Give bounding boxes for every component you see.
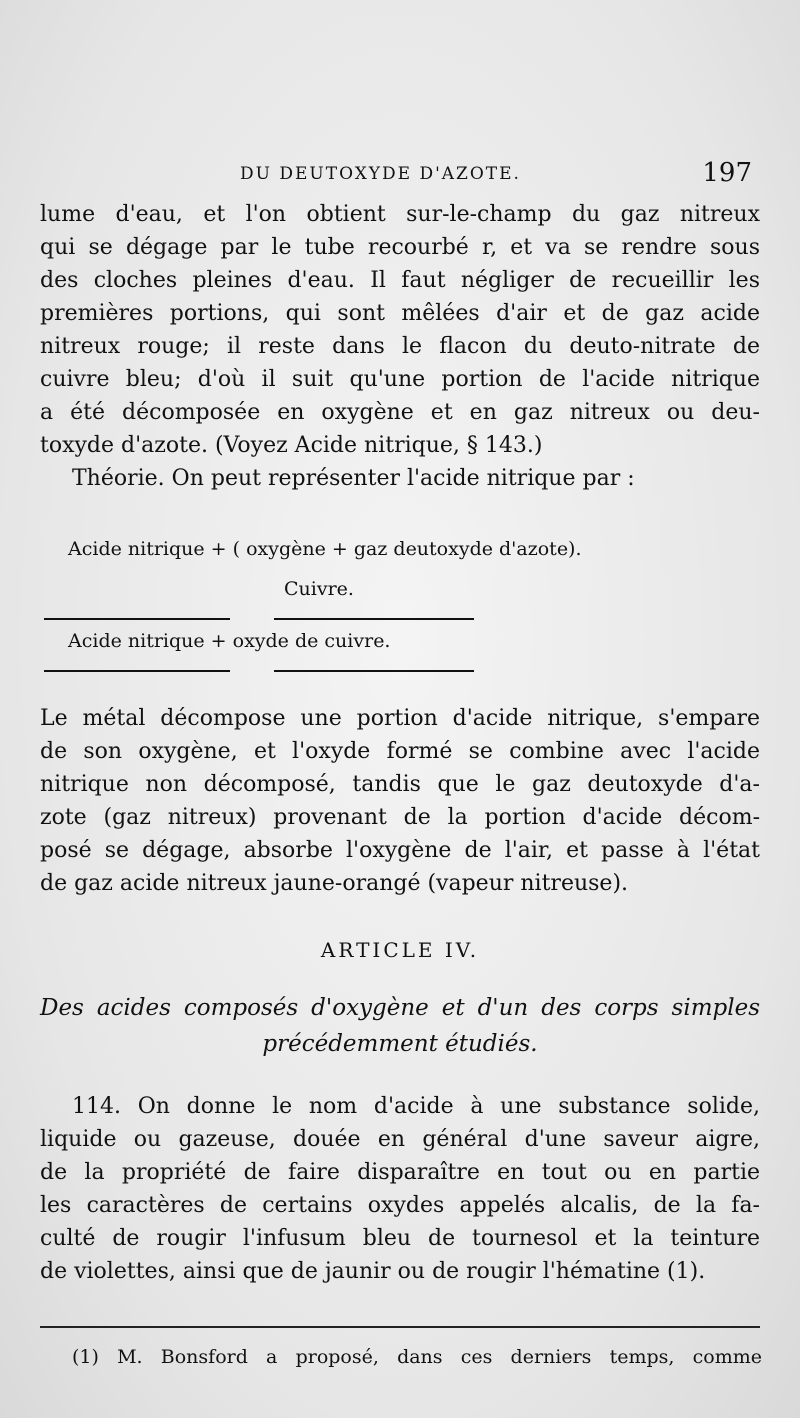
text-line: toxyde d'azote. (Voyez Acide nitrique, § 143.) xyxy=(40,433,543,458)
equation-rule-left xyxy=(44,618,230,620)
page-header xyxy=(40,158,760,198)
text-line: liquide ou gazeuse, douée en général d'une saveur aigre, xyxy=(40,1127,760,1152)
text-line: Le métal décompose une portion d'acide nitrique, s'empare xyxy=(40,706,760,731)
text-line: posé se dégage, absorbe l'oxygène de l'air, et passe à l'état xyxy=(40,838,760,863)
text-line: de la propriété de faire disparaître en tout ou en partie xyxy=(40,1160,760,1185)
equation-reactants: Acide nitrique + ( oxygène + gaz deutoxyde d'azote). xyxy=(68,538,582,560)
text-line: cuivre bleu; d'où il suit qu'une portion de l'acide nitrique xyxy=(40,367,760,392)
article-heading: ARTICLE IV. xyxy=(320,938,480,962)
paragraph-metal-decomposition xyxy=(40,702,760,900)
text-line: les caractères de certains oxydes appelés alcalis, de la fa- xyxy=(40,1193,760,1218)
text-line: de son oxygène, et l'oxyde formé se combine avec l'acide xyxy=(40,739,760,764)
text-line: de violettes, ainsi que de jaunir ou de rougir l'hématine (1). xyxy=(40,1259,706,1284)
subheading-line: Des acides composés d'oxygène et d'un des corps simples xyxy=(40,995,760,1021)
text-line: a été décomposée en oxygène et en gaz nitreux ou deu- xyxy=(40,400,760,425)
footnote: (1) M. Bonsford a proposé, dans ces derniers temps, comme xyxy=(72,1346,762,1368)
page-number: 197 xyxy=(702,158,752,188)
text-line: des cloches pleines d'eau. Il faut négliger de recueillir les xyxy=(40,268,760,293)
text-line: premières portions, qui sont mêlées d'air et de gaz acide xyxy=(40,301,760,326)
text-line: zote (gaz nitreux) provenant de la portion d'acide décom- xyxy=(40,805,760,830)
equation-underline-left xyxy=(44,670,230,672)
paragraph-nitrous-gas xyxy=(40,198,760,495)
article-subheading xyxy=(40,990,760,1062)
text-line: culté de rougir l'infusum bleu de tournesol et la teinture xyxy=(40,1226,760,1251)
text-line: nitrique non décomposé, tandis que le gaz deutoxyde d'a- xyxy=(40,772,760,797)
paragraph-acid-definition xyxy=(40,1090,760,1288)
running-head: DU DEUTOXYDE D'AZOTE. xyxy=(240,164,521,184)
theory-line: Théorie. On peut représenter l'acide nitrique par : xyxy=(72,466,635,491)
equation-copper: Cuivre. xyxy=(284,578,354,600)
text-line: nitreux rouge; il reste dans le flacon du deuto-nitrate de xyxy=(40,334,760,359)
subheading-line: précédemment étudiés. xyxy=(262,1031,538,1057)
equation-rule-right xyxy=(274,618,474,620)
equation-underline-right xyxy=(274,670,474,672)
text-line: lume d'eau, et l'on obtient sur-le-champ du gaz nitreux xyxy=(40,202,760,227)
text-line: de gaz acide nitreux jaune-orangé (vapeur nitreuse). xyxy=(40,871,629,896)
text-line: 114. On donne le nom d'acide à une substance solide, xyxy=(72,1094,760,1119)
text-line: qui se dégage par le tube recourbé r, et va se rendre sous xyxy=(40,235,760,260)
footnote-divider xyxy=(40,1326,760,1328)
equation-products: Acide nitrique + oxyde de cuivre. xyxy=(68,630,391,652)
